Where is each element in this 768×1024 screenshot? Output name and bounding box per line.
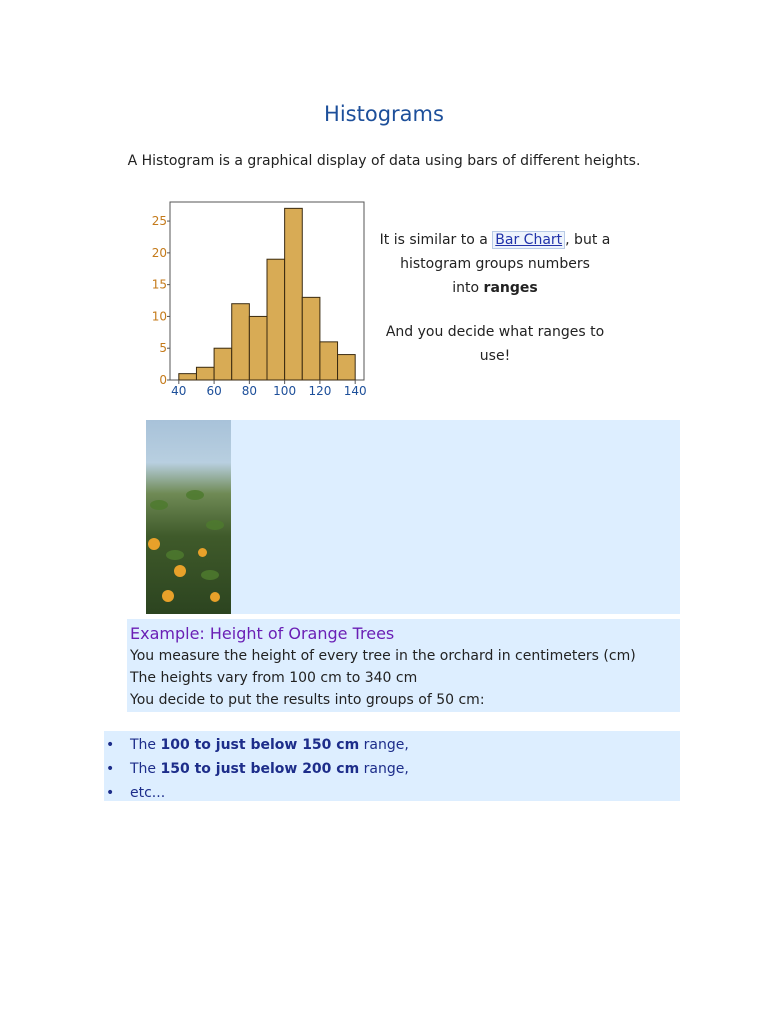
y-tick-label: 0 <box>159 373 167 387</box>
side-line-1-after: , but a <box>565 232 611 248</box>
x-tick-label: 100 <box>273 384 297 398</box>
page-title: Histograms <box>324 102 444 126</box>
range-list-item <box>130 757 680 781</box>
histogram-bar <box>249 316 267 380</box>
histogram-bar <box>320 342 338 380</box>
histogram-bar <box>338 355 356 380</box>
example-line-1: You measure the height of every tree in the orchard in centimeters (cm) <box>130 648 636 664</box>
side-line-1-before: It is similar to a <box>379 232 493 248</box>
histogram-chart <box>140 196 370 406</box>
side-line-4: And you decide what ranges to <box>385 324 605 340</box>
side-line-3 <box>366 276 624 300</box>
bar-chart-link[interactable]: Bar Chart <box>492 231 565 249</box>
histogram-bar <box>179 374 197 380</box>
histogram-svg <box>140 196 370 406</box>
range-list <box>104 733 680 805</box>
range-item-after: range, <box>359 761 409 777</box>
example-line-2: The heights vary from 100 cm to 340 cm <box>130 670 418 686</box>
histogram-bar <box>232 304 250 380</box>
range-list-item <box>130 733 680 757</box>
range-list-box <box>104 731 680 801</box>
side-line-1 <box>366 228 624 252</box>
example-box <box>127 619 680 712</box>
range-list-item <box>130 781 680 805</box>
side-description <box>366 228 624 368</box>
side-line-3-before: into <box>452 280 484 296</box>
range-item-before: The <box>130 761 161 777</box>
x-tick-label: 80 <box>241 384 258 398</box>
histogram-bar <box>196 367 214 380</box>
y-tick-label: 15 <box>151 277 167 292</box>
side-line-5: use! <box>479 348 511 364</box>
range-item-before: The <box>130 737 161 753</box>
histogram-bar <box>302 297 320 380</box>
y-tick-label: 10 <box>151 309 167 324</box>
range-item-before: etc... <box>130 785 166 801</box>
x-tick-label: 140 <box>343 384 367 398</box>
x-tick-label: 40 <box>171 384 187 398</box>
range-item-bold: 100 to just below 150 cm <box>160 737 360 753</box>
range-item-bold: 150 to just below 200 cm <box>160 761 360 777</box>
example-title: Example: Height of Orange Trees <box>130 624 395 643</box>
photo-panel <box>146 420 680 614</box>
orange-tree-photo <box>146 420 231 614</box>
ranges-bold: ranges <box>483 280 538 296</box>
side-line-2: histogram groups numbers <box>400 256 590 272</box>
range-item-after: range, <box>359 737 409 753</box>
histogram-bar <box>267 259 285 380</box>
y-tick-label: 25 <box>151 214 167 229</box>
histogram-bar <box>285 208 303 380</box>
histogram-bar <box>214 348 232 380</box>
example-line-3: You decide to put the results into groups of 50 cm: <box>130 692 485 708</box>
y-tick-label: 5 <box>159 341 167 356</box>
x-tick-label: 60 <box>206 384 222 398</box>
intro-text: A Histogram is a graphical display of data using bars of different heights. <box>127 153 641 169</box>
x-tick-label: 120 <box>308 384 332 398</box>
y-tick-label: 20 <box>151 245 167 260</box>
